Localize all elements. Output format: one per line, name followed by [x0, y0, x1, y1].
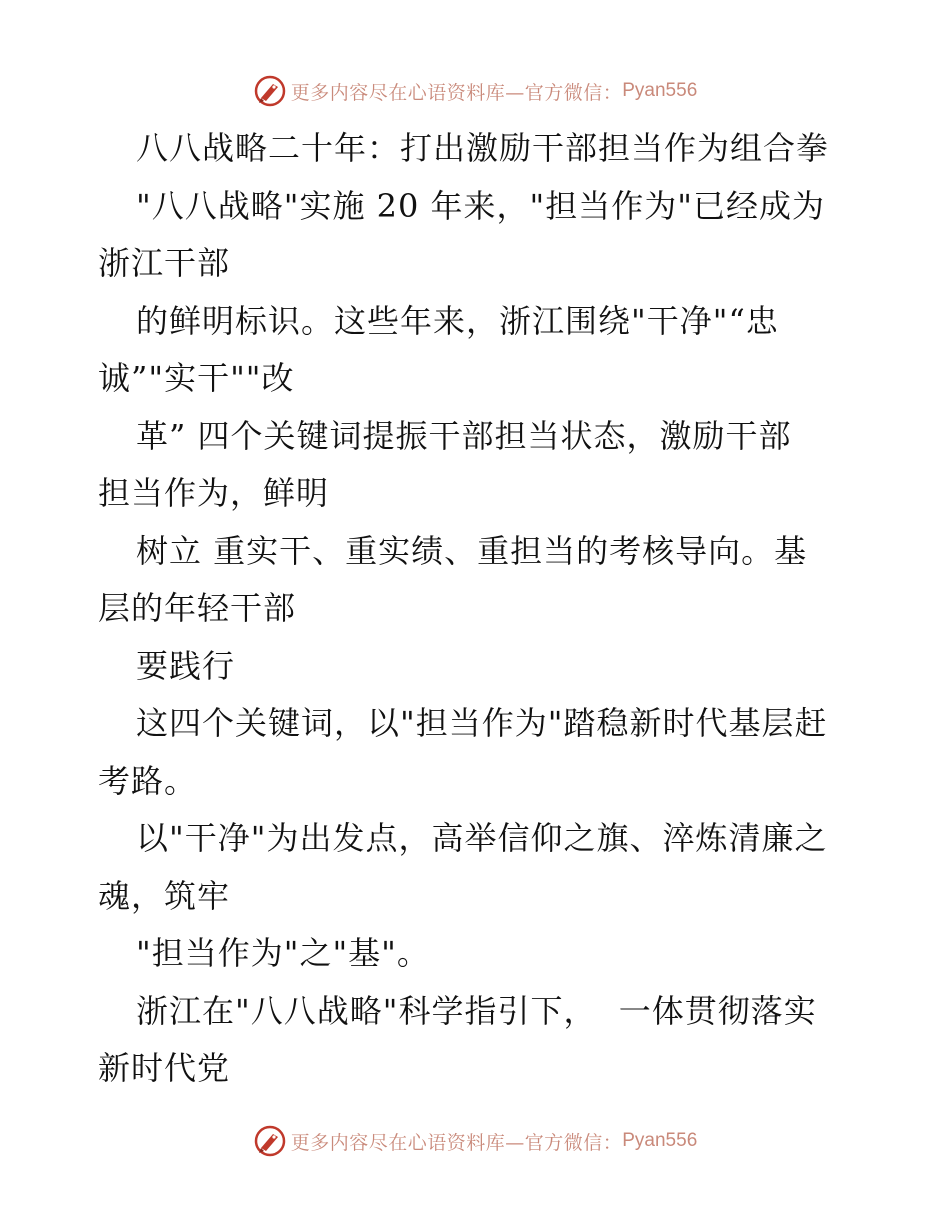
text-line: 浙江在"八八战略"科学指引下， 一体贯彻落实 [136, 991, 817, 1030]
text-line: 这四个关键词，以"担当作为"踏稳新时代基层赶 [136, 704, 828, 742]
header-watermark [0, 71, 950, 111]
text-line: 新时代党 [98, 1049, 231, 1087]
document-body [98, 120, 854, 1098]
text-line: 革” 四个关键词提振干部担当状态，激励干部 [136, 416, 792, 455]
text-line: 八八战略二十年：打出激励干部担当作为组合拳 [136, 129, 830, 167]
text-line: 诚”"实干""改 [98, 359, 295, 397]
footer-watermark [0, 1121, 950, 1161]
watermark-text: 更多内容尽在心语资料库—官方微信： [290, 81, 623, 104]
text-line: 浙江干部 [98, 244, 231, 282]
text-line: 的鲜明标识。这些年来，浙江围绕"干净"“忠 [136, 301, 779, 340]
text-line: 考路。 [98, 761, 198, 800]
text-line: 以"干净"为出发点，高举信仰之旗、淬炼清廉之 [136, 819, 828, 857]
watermark-wechat-id: Pyan556 [622, 1130, 698, 1151]
watermark-wechat-id: Pyan556 [622, 80, 698, 101]
pen-nib-logo-icon [253, 1124, 287, 1158]
watermark-text: 更多内容尽在心语资料库—官方微信： [290, 1131, 623, 1154]
text-line: 要践行 [136, 646, 236, 685]
text-line: 树立 重实干、重实绩、重担当的考核导向。基 [136, 531, 808, 570]
text-line: 层的年轻干部 [98, 589, 297, 627]
pen-nib-logo-icon [253, 74, 287, 108]
text-line: 魂，筑牢 [98, 876, 231, 915]
text-line: "担当作为"之"基"。 [136, 934, 430, 972]
text-line: "八八战略"实施 20 年来，"担当作为"已经成为 [136, 186, 825, 225]
text-line: 担当作为，鲜明 [98, 474, 330, 512]
